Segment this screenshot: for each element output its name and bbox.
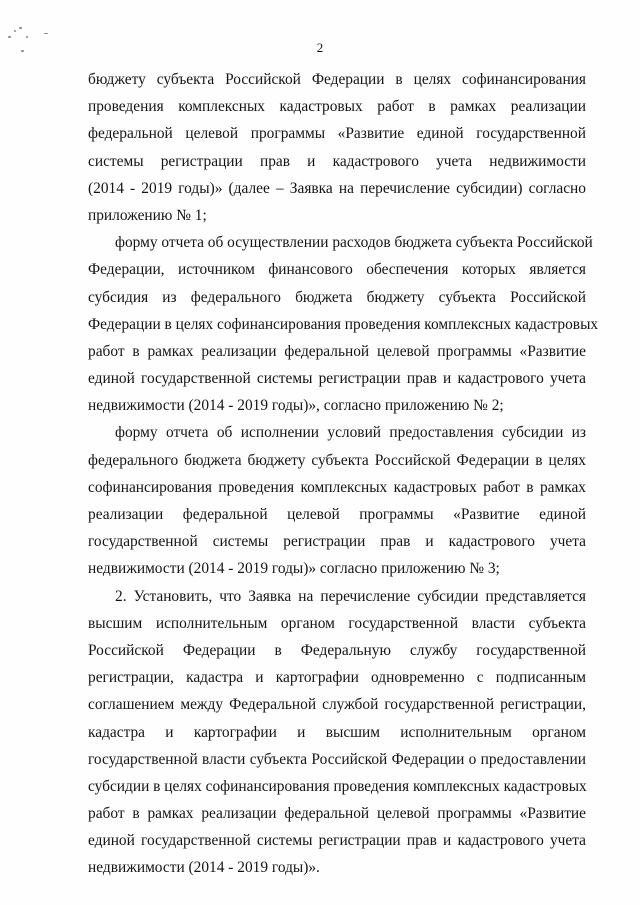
text-line: Федерации в целях софинансирования проведения комплексных кадастровых [88, 315, 599, 333]
text-line: единой государственной системы регистрации прав и кадастрового учета [88, 370, 586, 388]
text-line: работ в рамках реализации федеральной целевой программы «Развитие [88, 805, 586, 823]
text-line: Федерации, источником финансового обеспечения которых является [88, 261, 586, 279]
text-line: форму отчета об осуществлении расходов бюджета субъекта Российской [115, 234, 593, 252]
text-line: приложению № 1; [88, 206, 207, 224]
page-number: 2 [316, 40, 324, 55]
text-line: Российской Федерации в Федеральную службу государственной [88, 641, 586, 659]
text-line: субсидии в целях софинансирования проведения комплексных кадастровых [88, 777, 587, 795]
scan-artifact [19, 27, 22, 29]
text-line: недвижимости (2014 - 2019 годы)», согласно приложению № 2; [88, 397, 504, 415]
text-line: софинансирования проведения комплексных кадастровых работ в рамках [88, 478, 586, 496]
text-line: недвижимости (2014 - 2019 годы)». [88, 859, 320, 877]
text-line: недвижимости (2014 - 2019 годы)» согласно приложению № 3; [88, 560, 500, 578]
text-line: субсидия из федерального бюджета бюджету субъекта Российской [88, 288, 586, 306]
scan-artifact [14, 30, 16, 32]
text-line: 2. Установить, что Заявка на перечисление субсидии представляется [115, 587, 586, 605]
text-line: соглашением между Федеральной службой государственной регистрации, [88, 696, 586, 714]
body-text [88, 66, 599, 882]
text-line: проведения комплексных кадастровых работ в рамках реализации [88, 98, 586, 116]
scan-artifact [8, 36, 11, 38]
text-line: федерального бюджета бюджету субъекта Российской Федерации в целях [88, 451, 586, 469]
text-line: работ в рамках реализации федеральной целевой программы «Развитие [88, 342, 586, 360]
scan-artifact [44, 33, 48, 34]
text-line: высшим исполнительным органом государственной власти субъекта [88, 614, 586, 632]
text-line: кадастра и картографии и высшим исполнительным органом [88, 723, 586, 741]
text-line: федеральной целевой программы «Развитие единой государственной [88, 125, 586, 143]
text-line: системы регистрации прав и кадастрового учета недвижимости [88, 152, 586, 170]
text-line: бюджету субъекта Российской Федерации в целях софинансирования [88, 71, 586, 88]
text-line: реализации федеральной целевой программы «Развитие единой [88, 506, 586, 523]
text-line: государственной системы регистрации прав и кадастрового учета [88, 533, 586, 551]
text-line: регистрации, кадастра и картографии одновременно с подписанным [88, 669, 586, 687]
text-line: государственной власти субъекта Российской Федерации о предоставлении [88, 750, 586, 768]
text-line: (2014 - 2019 годы)» (далее – Заявка на перечисление субсидии) согласно [88, 179, 586, 197]
text-line: единой государственной системы регистрации прав и кадастрового учета [88, 832, 586, 850]
scan-artifact [26, 36, 28, 38]
text-line: форму отчета об исполнении условий предоставления субсидии из [115, 424, 586, 442]
